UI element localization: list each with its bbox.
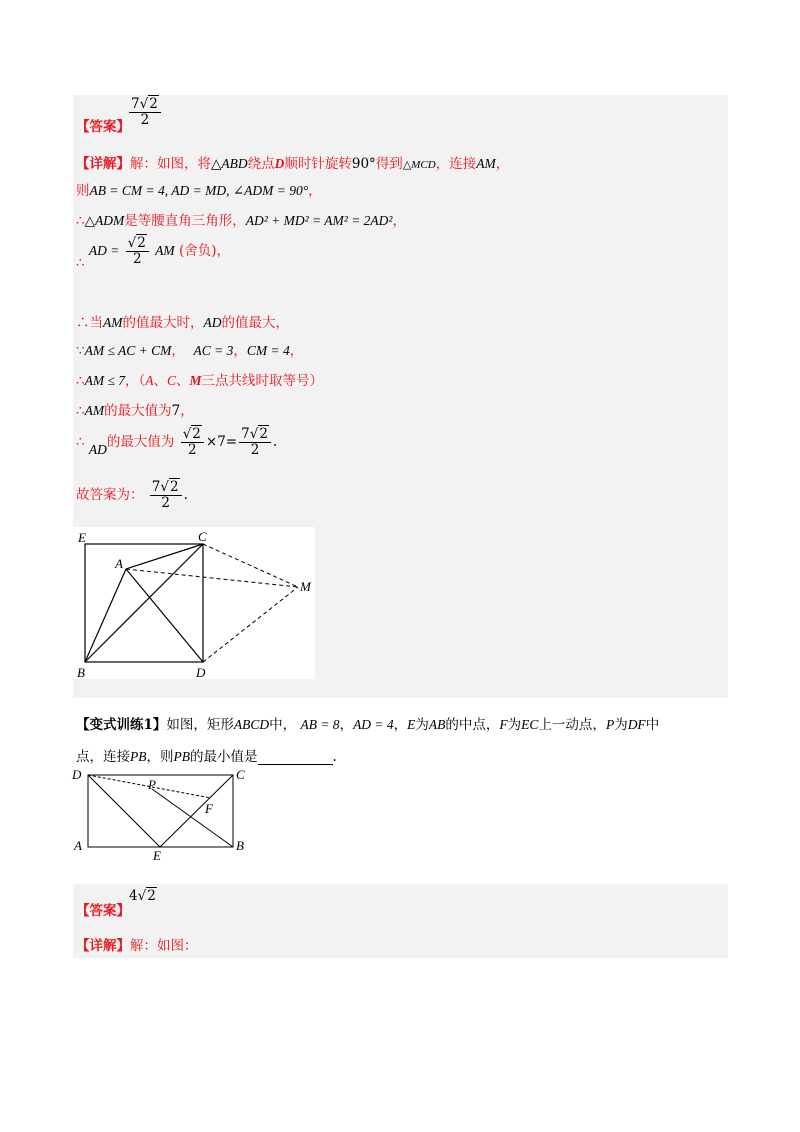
answer-tag: 【答案】 bbox=[76, 119, 130, 135]
answer-line-1 bbox=[76, 115, 130, 135]
segment-ac bbox=[126, 544, 203, 569]
label-e: E bbox=[78, 530, 86, 545]
label-b: B bbox=[236, 838, 244, 853]
label-f: F bbox=[205, 801, 213, 816]
label-e: E bbox=[153, 848, 161, 862]
detail-line-6: ∵AM ≤ AC + CM， AC = 3，CM = 4， bbox=[76, 343, 304, 359]
segment-bc bbox=[85, 544, 203, 662]
detail-line-8: ∴AM的最大值为7， bbox=[76, 403, 194, 419]
label-m: M bbox=[300, 579, 311, 594]
segment-pb bbox=[152, 789, 233, 847]
sqrt2-over-2-fraction: $\frac{√2}{2}$ bbox=[181, 427, 204, 458]
solution-block-2 bbox=[73, 884, 728, 958]
label-c: C bbox=[198, 529, 207, 544]
detail-line-block2: 【详解】解：如图： bbox=[76, 938, 198, 954]
detail-line-3: ∴△ADM是等腰直角三角形，AD² + MD² = AM² = 2AD²， bbox=[76, 213, 406, 229]
variant-line-1: 【变式训练1】如图，矩形ABCD中， AB = 8，AD = 4，E为AB的中点，F为EC上一动点，P为DF中 bbox=[76, 717, 660, 733]
figure-1 bbox=[73, 527, 315, 679]
detail-line-1: 【详解】解：如图，将△ABD绕点D顺时针旋转90°得到△MCD，连接AM， bbox=[76, 156, 510, 172]
dashed-cm bbox=[203, 544, 298, 587]
detail-line-7: ∴AM ≤ 7，（A、C、M三点共线时取等号） bbox=[76, 373, 324, 389]
variant-tag: 【变式训练1】 bbox=[76, 717, 167, 733]
answer-value-1 bbox=[127, 97, 163, 128]
answer-fraction-repeat: $\frac{7√2}{2}$ bbox=[239, 427, 271, 458]
answer-blank[interactable] bbox=[258, 751, 333, 765]
figure-2 bbox=[68, 762, 258, 862]
detail-line-9: ∴ AD的最大值为 $\frac{√2}{2}$ ×7= $\frac{7√2}{2}$ . bbox=[76, 426, 278, 458]
label-a: A bbox=[74, 838, 82, 853]
segment-ab bbox=[85, 569, 126, 662]
dashed-am bbox=[126, 569, 298, 587]
label-c: C bbox=[236, 767, 245, 782]
solution-block-1 bbox=[73, 95, 728, 698]
label-p: P bbox=[148, 777, 156, 792]
detail-line-4: ∴ AD = $\frac{√2}{2}$ AM (舍负)， bbox=[76, 235, 231, 271]
label-a: A bbox=[115, 556, 123, 571]
variant-line-2: 点，连接PB，则PB的最小值是 . bbox=[76, 749, 337, 765]
dashed-dm bbox=[203, 587, 298, 662]
label-d: D bbox=[196, 665, 206, 679]
detail-line-5: ∴当AM的值最大时，AD的值最大， bbox=[76, 315, 289, 331]
final-answer-fraction: $\frac{7√2}{2}$ bbox=[150, 480, 182, 511]
answer-value-2: 4√2 bbox=[129, 888, 156, 904]
answer-line-2: 【答案】 bbox=[76, 903, 130, 919]
label-d: D bbox=[72, 767, 82, 782]
rectangle-figure bbox=[68, 762, 258, 862]
rotation-figure bbox=[73, 527, 315, 679]
detail-line-2: 则AB = CM = 4, AD = MD, ∠ADM = 90°， bbox=[76, 183, 322, 199]
detail-line-10: 故答案为： $\frac{7√2}{2}$ . bbox=[76, 479, 188, 511]
segment-ec bbox=[160, 775, 233, 847]
label-b: B bbox=[77, 665, 85, 679]
answer-fraction: $\frac{7√2}{2}$ bbox=[129, 97, 161, 128]
sqrt2-over-2-fraction: $\frac{√2}{2}$ bbox=[126, 236, 149, 267]
detail-tag: 【详解】 bbox=[76, 156, 130, 172]
